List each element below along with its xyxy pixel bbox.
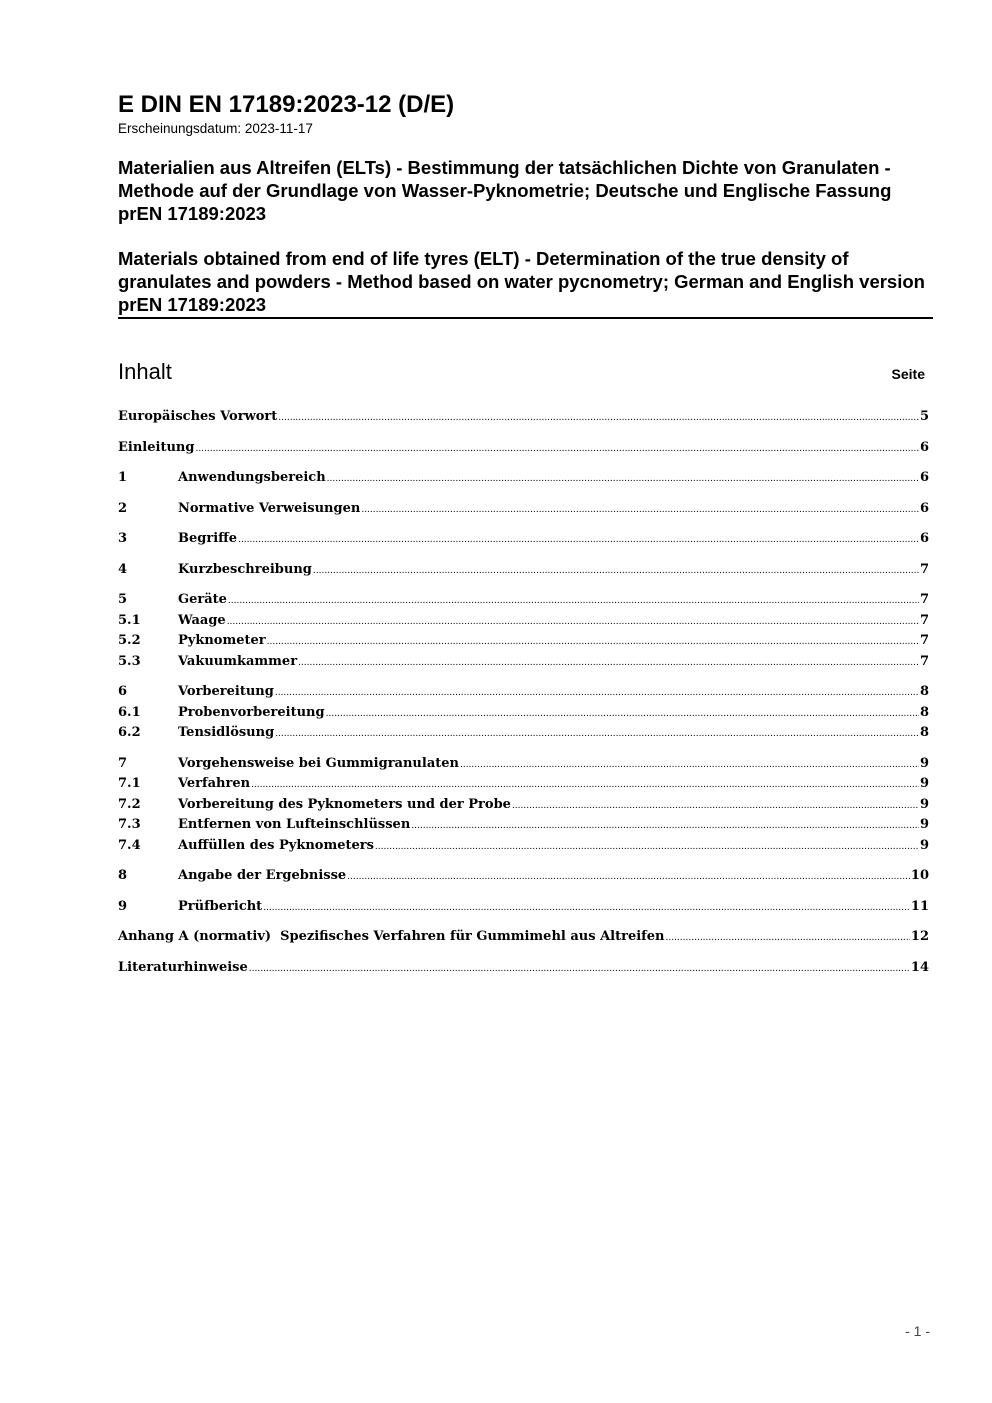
toc-entry-title: Angabe der Ergebnisse (178, 868, 347, 883)
toc-entry-page: 9 (919, 776, 929, 791)
toc-entry-title: Literaturhinweise (118, 959, 248, 975)
toc-leader (275, 724, 919, 745)
toc-entry-number: 6.2 (118, 725, 141, 740)
toc-entry-page: 11 (910, 898, 929, 914)
toc-entry-page: 9 (919, 755, 929, 771)
toc-entry-number: 5.3 (118, 653, 141, 669)
toc-entry-title: Vorbereitung (178, 684, 274, 699)
toc-entry-page: 7 (919, 561, 929, 577)
table-of-contents (118, 407, 929, 978)
toc-entry-number: 1 (118, 470, 128, 485)
publication-date: Erscheinungsdatum: 2023-11-17 (118, 121, 313, 136)
toc-entry-number: 5.2 (118, 633, 141, 648)
toc-entry-title: Kurzbeschreibung (178, 561, 312, 577)
toc-leader (313, 561, 919, 582)
toc-leader (267, 632, 919, 653)
toc-entry-title: Vorbereitung des Pyknometers und der Probe (178, 796, 511, 812)
toc-entry-page: 7 (919, 592, 929, 607)
toc-entry-title: Auffüllen des Pyknometers (178, 837, 374, 853)
toc-page-label: Seite (891, 366, 925, 382)
toc-entry-page: 6 (919, 500, 929, 516)
toc-entry[interactable] (118, 468, 929, 489)
toc-leader (665, 928, 909, 949)
toc-entry-number: 4 (118, 561, 128, 577)
toc-entry-page: 8 (919, 684, 929, 699)
toc-entry-number: 3 (118, 531, 128, 546)
toc-entry-title: Vakuumkammer (178, 653, 298, 669)
toc-leader (361, 500, 919, 521)
toc-entry-title: Pyknometer (178, 633, 266, 648)
toc-leader (460, 755, 919, 776)
toc-entry-title: Anwendungsbereich (178, 470, 326, 485)
toc-leader (347, 867, 910, 888)
toc-entry-page: 6 (919, 531, 929, 546)
toc-entry-page: 12 (910, 929, 929, 944)
toc-leader (227, 612, 919, 633)
toc-header (118, 357, 933, 387)
document-page (118, 90, 933, 978)
toc-entry-page: 9 (919, 837, 929, 853)
toc-entry-page: 6 (919, 439, 929, 455)
toc-leader (249, 959, 910, 980)
toc-heading: Inhalt (118, 359, 172, 384)
toc-entry[interactable] (118, 682, 929, 703)
toc-entry[interactable] (118, 836, 929, 857)
toc-entry-page: 8 (919, 704, 929, 720)
toc-entry[interactable] (118, 897, 929, 918)
toc-entry-number: 2 (118, 500, 128, 516)
toc-entry[interactable] (118, 927, 929, 948)
toc-leader (411, 816, 919, 837)
toc-entry-number: 9 (118, 898, 128, 914)
toc-entry[interactable] (118, 407, 929, 428)
toc-leader (278, 408, 919, 429)
toc-leader (251, 775, 919, 796)
toc-entry-title: Begriffe (178, 531, 238, 546)
toc-entry[interactable] (118, 499, 929, 520)
toc-entry-page: 9 (919, 817, 929, 832)
toc-entry-title: Waage (178, 612, 226, 628)
toc-entry-page: 8 (919, 725, 929, 740)
toc-leader (263, 898, 910, 919)
toc-entry[interactable] (118, 590, 929, 611)
toc-leader (238, 530, 919, 551)
toc-entry-title: Europäisches Vorwort (118, 409, 278, 424)
toc-entry-title: Tensidlösung (178, 725, 275, 740)
toc-leader (327, 469, 919, 490)
toc-entry-number: 7.4 (118, 837, 141, 853)
toc-entry-number: 7 (118, 755, 128, 771)
title-german: Materialien aus Altreifen (ELTs) - Bestimmung der tatsächlichen Dichte von Granulaten - Methode auf der Grundlage von Wasser-Pyknometrie; Deutsche und Englische Fassung prEN 17189:2023 (118, 157, 892, 224)
toc-entry-number: 5 (118, 592, 128, 607)
toc-entry[interactable] (118, 723, 929, 744)
toc-entry-page: 6 (919, 470, 929, 485)
toc-entry-number: 7.2 (118, 796, 141, 812)
page-number: - 1 - (905, 1323, 930, 1339)
toc-entry-number: 7.3 (118, 817, 141, 832)
toc-leader (275, 683, 919, 704)
toc-entry-page: 9 (919, 796, 929, 812)
toc-entry-title: Anhang A (normativ) Spezifisches Verfahren für Gummimehl aus Altreifen (118, 929, 665, 944)
title-english: Materials obtained from end of life tyres (ELT) - Determination of the true density of granulates and powders - Method based on water pycnometry; German and English version prEN 17189:2023 (118, 247, 933, 319)
toc-entry-page: 7 (919, 633, 929, 648)
toc-entry[interactable] (118, 774, 929, 795)
toc-entry[interactable] (118, 815, 929, 836)
toc-entry[interactable] (118, 529, 929, 550)
toc-entry-number: 7.1 (118, 776, 141, 791)
toc-entry[interactable] (118, 652, 929, 673)
toc-entry[interactable] (118, 438, 929, 459)
toc-entry-page: 7 (919, 653, 929, 669)
toc-leader (228, 591, 919, 612)
document-id: E DIN EN 17189:2023-12 (D/E) (118, 91, 455, 118)
toc-entry[interactable] (118, 866, 929, 887)
toc-entry-page: 10 (910, 868, 929, 883)
toc-entry-title: Einleitung (118, 439, 195, 455)
toc-entry-title: Geräte (178, 592, 227, 607)
toc-entry-number: 5.1 (118, 612, 141, 628)
toc-entry-title: Entfernen von Lufteinschlüssen (178, 817, 411, 832)
toc-entry[interactable] (118, 754, 929, 775)
toc-entry-page: 7 (919, 612, 929, 628)
toc-entry-number: 6.1 (118, 704, 141, 720)
toc-entry-title: Prüfbericht (178, 898, 263, 914)
toc-entry-page: 14 (910, 959, 929, 975)
toc-entry-title: Vorgehensweise bei Gummigranulaten (178, 755, 459, 771)
toc-entry[interactable] (118, 560, 929, 581)
toc-leader (326, 704, 919, 725)
toc-leader (512, 796, 919, 817)
toc-entry-title: Verfahren (178, 776, 251, 791)
toc-entry-number: 6 (118, 684, 128, 699)
toc-entry[interactable] (118, 958, 929, 979)
toc-leader (375, 837, 919, 858)
toc-entry[interactable] (118, 631, 929, 652)
toc-leader (195, 439, 919, 460)
toc-entry-number: 8 (118, 868, 128, 883)
toc-entry-title: Normative Verweisungen (178, 500, 361, 516)
toc-entry-title: Probenvorbereitung (178, 704, 325, 720)
toc-entry[interactable] (118, 703, 929, 724)
toc-leader (298, 653, 919, 674)
toc-entry[interactable] (118, 611, 929, 632)
toc-entry[interactable] (118, 795, 929, 816)
toc-entry-page: 5 (919, 409, 929, 424)
